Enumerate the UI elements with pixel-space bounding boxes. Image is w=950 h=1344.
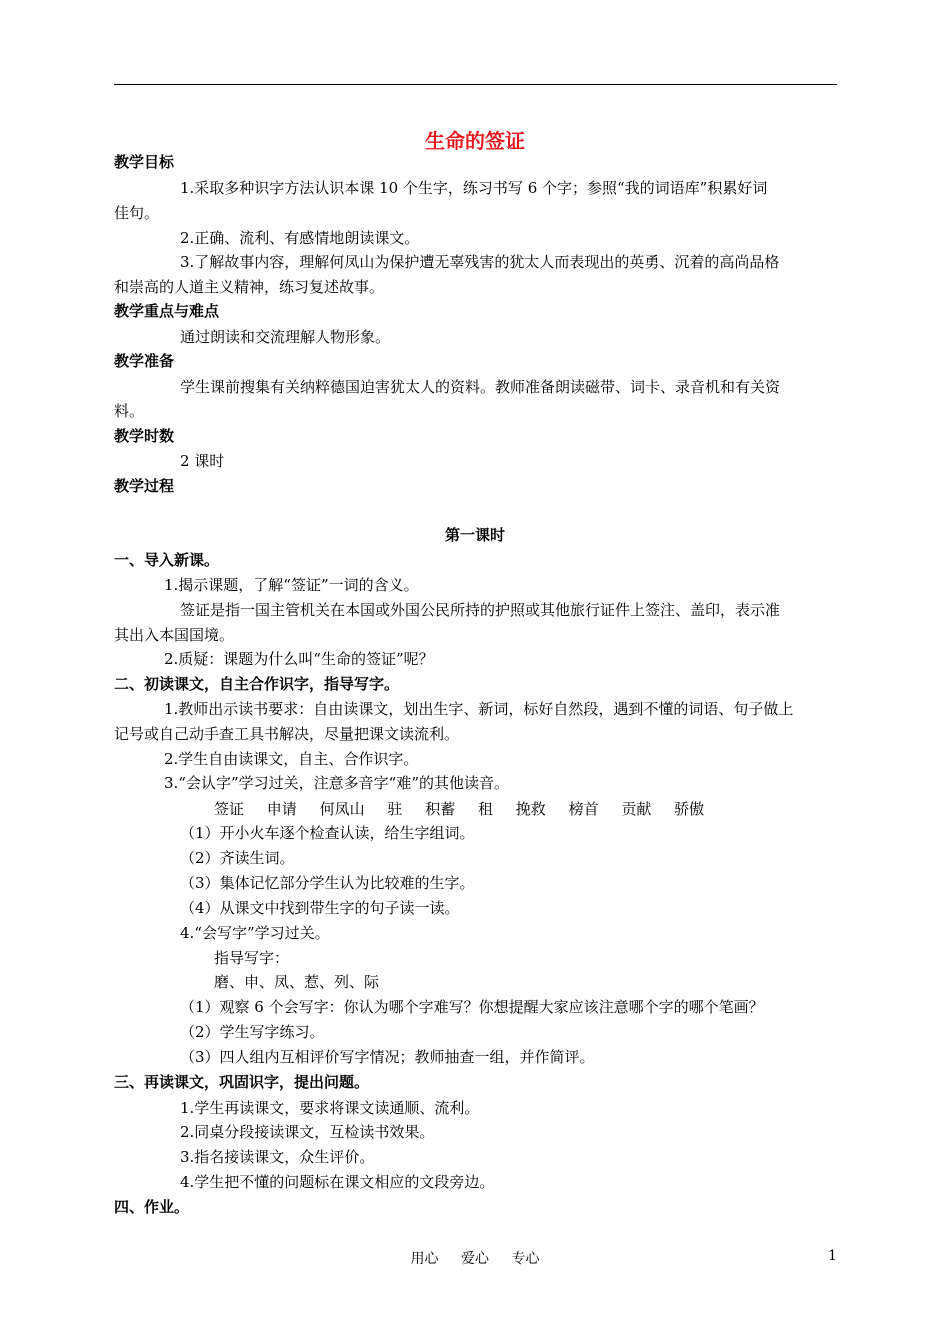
section-3-heading: 三、再读课文，巩固识字，提出问题。 [114, 1073, 370, 1091]
goal-3: 3.了解故事内容，理解何凤山为保护遭无辜残害的犹太人而表现出的英勇、沉着的高尚品格 [180, 253, 780, 271]
s3-item-1: 1.学生再读课文，要求将课文读通顺、流利。 [180, 1099, 480, 1117]
s2-3-sub-4: （4）从课文中找到带生字的句子读一读。 [180, 899, 460, 917]
s3-item-4: 4.学生把不懂的问题标在课文相应的文段旁边。 [180, 1173, 495, 1191]
vocab-word: 签证 [214, 800, 245, 818]
s3-item-2: 2.同桌分段接读课文，互检读书效果。 [180, 1123, 435, 1141]
vocab-word: 驻 [387, 800, 403, 818]
goal-1-cont: 佳句。 [114, 204, 160, 222]
hours-heading: 教学时数 [114, 427, 175, 445]
prep-text-cont: 料。 [114, 402, 145, 420]
footer-word: 专心 [511, 1251, 540, 1267]
goal-1: 1.采取多种识字方法认识本课 10 个生字，练习书写 6 个字；参照“我的词语库”积累好词 [180, 179, 768, 197]
s2-item-3: 3.“会认字”学习过关，注意多音字“难”的其他读音。 [164, 774, 509, 792]
s2-item-1: 1.教师出示读书要求：自由读课文，划出生字、新词，标好自然段，遇到不懂的词语、句子做上 [164, 700, 794, 718]
vocab-word: 积蓄 [425, 800, 456, 818]
document-title: 生命的签证 [425, 129, 525, 153]
s2-item-4: 4.“会写字”学习过关。 [180, 924, 330, 942]
vocab-word: 租 [477, 800, 493, 818]
process-heading: 教学过程 [114, 477, 175, 495]
footer-motto [0, 1248, 950, 1268]
hours-text: 2 课时 [180, 452, 225, 470]
goals-heading: 教学目标 [114, 153, 175, 171]
vocab-word: 申请 [266, 800, 297, 818]
s2-4-sub-2: （2）学生写字练习。 [180, 1023, 325, 1041]
goal-2: 2.正确、流利、有感情地朗读课文。 [180, 229, 420, 247]
vocab-word: 贡献 [621, 800, 652, 818]
section-4-heading: 四、作业。 [114, 1198, 190, 1216]
s2-4-sub-1: （1）观察 6 个会写字：你认为哪个字难写？你想提醒大家应该注意哪个字的哪个笔画？ [180, 998, 764, 1016]
footer-word: 爱心 [461, 1251, 489, 1267]
vocab-word: 何凤山 [319, 800, 365, 818]
s1-definition: 签证是指一国主管机关在本国或外国公民所持的护照或其他旅行证件上签注、盖印，表示准 [180, 601, 781, 619]
vocab-word: 骄傲 [674, 800, 705, 818]
page-number: 1 [828, 1248, 837, 1264]
s1-item-2: 2.质疑：课题为什么叫“生命的签证”呢？ [164, 650, 434, 668]
footer-word: 用心 [410, 1251, 439, 1267]
prep-text: 学生课前搜集有关纳粹德国迫害犹太人的资料。教师准备朗读磁带、词卡、录音机和有关资 [180, 378, 781, 396]
vocab-word: 榜首 [568, 800, 599, 818]
s1-definition-cont: 其出入本国国境。 [114, 626, 235, 644]
vocab-word: 挽救 [515, 800, 546, 818]
s2-3-sub-3: （3）集体记忆部分学生认为比较难的生字。 [180, 874, 475, 892]
s2-4-sub-3: （3）四人组内互相评价写字情况；教师抽查一组，并作简评。 [180, 1048, 595, 1066]
vocab-list [214, 799, 722, 819]
section-1-heading: 一、导入新课。 [114, 551, 220, 569]
goal-3-cont: 和崇高的人道主义精神，练习复述故事。 [114, 278, 385, 296]
s1-item-1: 1.揭示课题，了解“签证”一词的含义。 [164, 576, 419, 594]
key-heading: 教学重点与难点 [114, 302, 220, 320]
s2-3-sub-1: （1）开小火车逐个检查认读，给生字组词。 [180, 824, 475, 842]
writing-guide-label: 指导写字： [214, 949, 290, 967]
s3-item-3: 3.指名接读课文，众生评价。 [180, 1148, 375, 1166]
header-rule [114, 84, 837, 85]
s2-3-sub-2: （2）齐读生词。 [180, 849, 295, 867]
s2-item-2: 2.学生自由读课文，自主、合作识字。 [164, 750, 419, 768]
writing-chars: 磨、申、凤、惹、列、际 [214, 973, 380, 991]
lesson-heading: 第一课时 [444, 526, 505, 544]
section-2-heading: 二、初读课文，自主合作识字，指导写字。 [114, 675, 400, 693]
s2-item-1-cont: 记号或自己动手查工具书解决，尽量把课文读流利。 [114, 725, 460, 743]
prep-heading: 教学准备 [114, 352, 175, 370]
key-text: 通过朗读和交流理解人物形象。 [180, 328, 391, 346]
